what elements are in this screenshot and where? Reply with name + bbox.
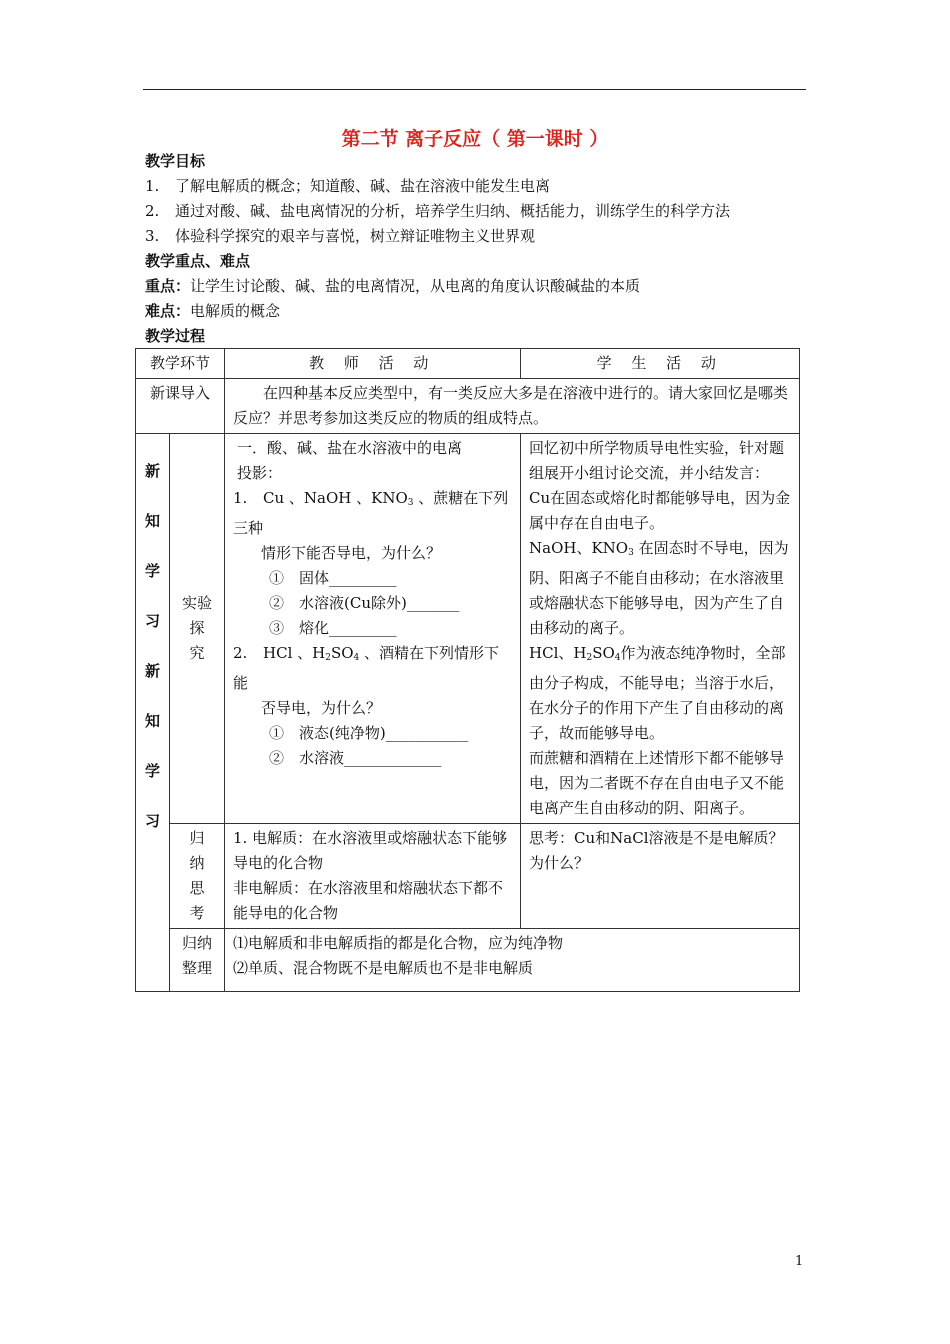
section-char: 新 <box>144 662 160 680</box>
intro-label: 新课导入 <box>136 379 225 434</box>
section-char: 学 <box>144 562 160 580</box>
focus-label: 重点： <box>145 277 191 295</box>
section-char: 知 <box>144 712 160 730</box>
explore-label-line: 实验 <box>182 594 213 612</box>
question-option: ② 水溶液_____________ <box>269 749 442 767</box>
section-char: 新 <box>144 462 160 480</box>
student-paragraph: 而蔗糖和酒精在上述情形下都不能够导电，因为二者既不存在自由电子又不能电离产生自由移动的阴、阳离子。 <box>529 749 785 817</box>
subscript: 3 <box>628 548 634 558</box>
student-paragraph: 回忆初中所学物质导电性实验，针对题组展开小组讨论交流，并小结发言： <box>529 439 785 482</box>
table-header-row <box>136 349 800 379</box>
question-text: HCl 、H <box>263 644 326 662</box>
organize-line: ⑴电解质和非电解质指的都是化合物，应为纯净物 <box>233 934 564 952</box>
process-heading: 教学过程 <box>145 327 206 345</box>
objectives-heading: 教学目标 <box>145 152 206 170</box>
summary-label-char: 纳 <box>189 854 205 872</box>
explore-label-line: 探 <box>189 619 205 637</box>
organize-label <box>170 929 225 992</box>
question-option: ③ 熔化_________ <box>269 619 397 637</box>
objective-item <box>145 175 550 197</box>
student-text: HCl、H <box>529 644 587 662</box>
summary-teacher-activity <box>225 824 521 929</box>
subscript: 3 <box>407 498 414 508</box>
explore-label-line: 究 <box>189 644 205 662</box>
objective-item <box>145 200 730 222</box>
explore-label <box>170 434 225 824</box>
key-points-heading: 教学重点、难点 <box>145 252 251 270</box>
objective-text: 通过对酸、碱、盐电离情况的分析，培养学生归纳、概括能力，训练学生的科学方法 <box>175 202 731 220</box>
header-rule <box>143 89 806 90</box>
objective-text: 了解电解质的概念；知道酸、碱、盐在溶液中能发生电离 <box>175 177 551 195</box>
question-1 <box>233 486 512 541</box>
subscript: 2 <box>586 653 593 663</box>
teacher-line: 一．酸、碱、盐在水溶液中的电离 <box>237 439 463 457</box>
difficulty-line <box>145 300 280 322</box>
summary-label <box>170 824 225 929</box>
student-paragraph <box>529 536 791 641</box>
subscript: 4 <box>614 653 621 663</box>
student-text: SO <box>592 644 615 662</box>
difficulty-text: 电解质的概念 <box>190 302 281 320</box>
objective-num: 2. <box>145 202 160 220</box>
question-option: ① 固体_________ <box>269 569 397 587</box>
organize-label-line: 归纳 <box>182 934 213 952</box>
intro-text: 在四种基本反应类型中，有一类反应大多是在溶液中进行的。请大家回忆是哪类反应？并思考参加这类反应的物质的组成特点。 <box>225 379 800 434</box>
header-cell: 教学环节 <box>136 349 225 379</box>
question-text: 、酒精在下列情形下能 <box>233 644 500 692</box>
student-text: 在固态时不导电，因为阴、阳离子不能自由移动；在水溶液里或熔融状态下能够导电，因为产生了自由移动的离子。 <box>529 539 789 637</box>
page-number: 1 <box>795 1254 804 1269</box>
question-option: ① 液态(纯净物)___________ <box>269 724 469 742</box>
subscript: 4 <box>353 653 360 663</box>
student-paragraph: Cu在固态或熔化时都能够导电，因为金属中存在自由电子。 <box>529 489 791 532</box>
focus-line <box>145 275 640 297</box>
question-num: 2. <box>233 644 248 662</box>
explore-row <box>136 434 800 824</box>
header-cell: 教 师 活 动 <box>225 349 521 379</box>
intro-row <box>136 379 800 434</box>
subscript: 2 <box>325 653 331 663</box>
student-text: 作为液态纯净物时，全部由分子构成，不能导电；当溶于水后，在水分子的作用下产生了自由移动的离子，故而能够导电。 <box>529 644 786 742</box>
focus-text: 让学生讨论酸、碱、盐的电离情况，从电离的角度认识酸碱盐的本质 <box>190 277 641 295</box>
section-char: 习 <box>144 612 160 630</box>
definition: 非电解质：在水溶液里和熔融状态下都不能导电的化合物 <box>233 879 504 922</box>
organize-content <box>225 929 800 992</box>
question-option: ② 水溶液(Cu除外)_______ <box>269 594 460 612</box>
objective-num: 1. <box>145 177 160 195</box>
student-paragraph <box>529 641 791 746</box>
summary-label-char: 考 <box>189 904 205 922</box>
page-title: 第二节 离子反应（ 第一课时 ） <box>341 128 609 150</box>
explore-teacher-activity <box>225 434 521 824</box>
definition: 1. 电解质：在水溶液里或熔融状态下能够导电的化合物 <box>233 829 508 872</box>
section-char: 学 <box>144 762 160 780</box>
summary-label-char: 归 <box>189 829 205 847</box>
question-num: 1. <box>233 489 248 507</box>
student-text: NaOH、KNO <box>529 539 629 557</box>
organize-row <box>136 929 800 992</box>
summary-row <box>136 824 800 929</box>
objective-text: 体验科学探究的艰辛与喜悦，树立辩证唯物主义世界观 <box>175 227 536 245</box>
question-2-cont: 否导电，为什么？ <box>261 699 382 717</box>
question-text: SO <box>330 644 354 662</box>
section-label <box>136 434 170 992</box>
difficulty-label: 难点： <box>145 302 191 320</box>
question-1-cont: 情形下能否导电，为什么？ <box>261 544 442 562</box>
lesson-table <box>135 348 800 992</box>
question-text: Cu 、NaOH 、KNO <box>263 489 408 507</box>
summary-label-char: 思 <box>189 879 205 897</box>
question-2 <box>233 641 512 696</box>
summary-student-activity: 思考：Cu和NaCl溶液是不是电解质？为什么？ <box>521 824 800 929</box>
section-char: 习 <box>144 812 160 830</box>
objective-num: 3. <box>145 227 160 245</box>
header-cell: 学 生 活 动 <box>521 349 800 379</box>
question-text: 、蔗糖在下列三种 <box>233 489 509 537</box>
teacher-line: 投影： <box>237 464 283 482</box>
objective-item <box>145 225 535 247</box>
explore-student-activity <box>521 434 800 824</box>
organize-line: ⑵单质、混合物既不是电解质也不是非电解质 <box>233 959 534 977</box>
section-char: 知 <box>144 512 160 530</box>
organize-label-line: 整理 <box>182 959 213 977</box>
